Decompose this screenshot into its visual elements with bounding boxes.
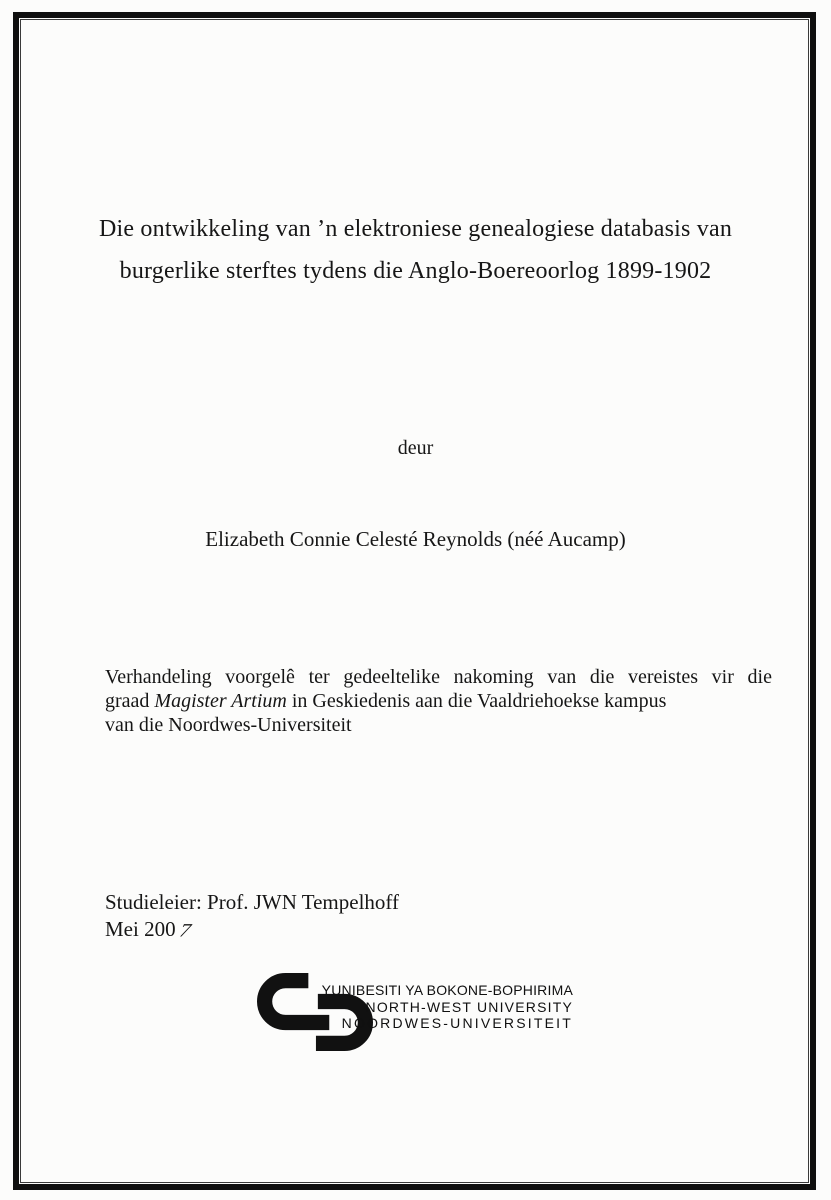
statement-line-2-post: in Geskiedenis aan die Vaaldriehoekse kampus <box>286 690 667 713</box>
logo-text-line-2: NORTH-WEST UNIVERSITY <box>365 998 573 1015</box>
logo-text-line-3: NOORDWES-UNIVERSITEIT <box>341 1015 573 1031</box>
byline-deur: deur <box>397 437 434 459</box>
supervisor-block <box>105 889 399 943</box>
date-line <box>105 916 399 943</box>
statement-line-2 <box>105 689 772 713</box>
date-last-digit: 7 <box>175 919 195 941</box>
statement-line-2-pre: graad <box>105 690 155 713</box>
degree-name-italic: Magister Artium <box>154 690 287 713</box>
logo-text-line-1: YUNIBESITI YA BOKONE-BOPHIRIMA <box>321 982 573 998</box>
statement-line-3: van die Noordwes-Universiteit <box>105 714 352 737</box>
title-line-2: burgerlike sterftes tydens die Anglo-Boereoorlog 1899-1902 <box>119 258 712 284</box>
supervisor-line: Studieleier: Prof. JWN Tempelhoff <box>105 890 400 914</box>
title-line-1: Die ontwikkeling van ’n elektroniese genealogiese databasis van <box>98 216 733 242</box>
statement-line-1: Verhandeling voorgelê ter gedeeltelike nakoming van die vereistes vir die <box>105 666 772 688</box>
author-name: Elizabeth Connie Celesté Reynolds (néé Aucamp) <box>205 527 626 551</box>
date-prefix: Mei 200 <box>105 917 176 941</box>
thesis-title <box>0 208 831 292</box>
thesis-statement <box>105 665 772 738</box>
nwu-logo-text <box>322 982 573 1032</box>
